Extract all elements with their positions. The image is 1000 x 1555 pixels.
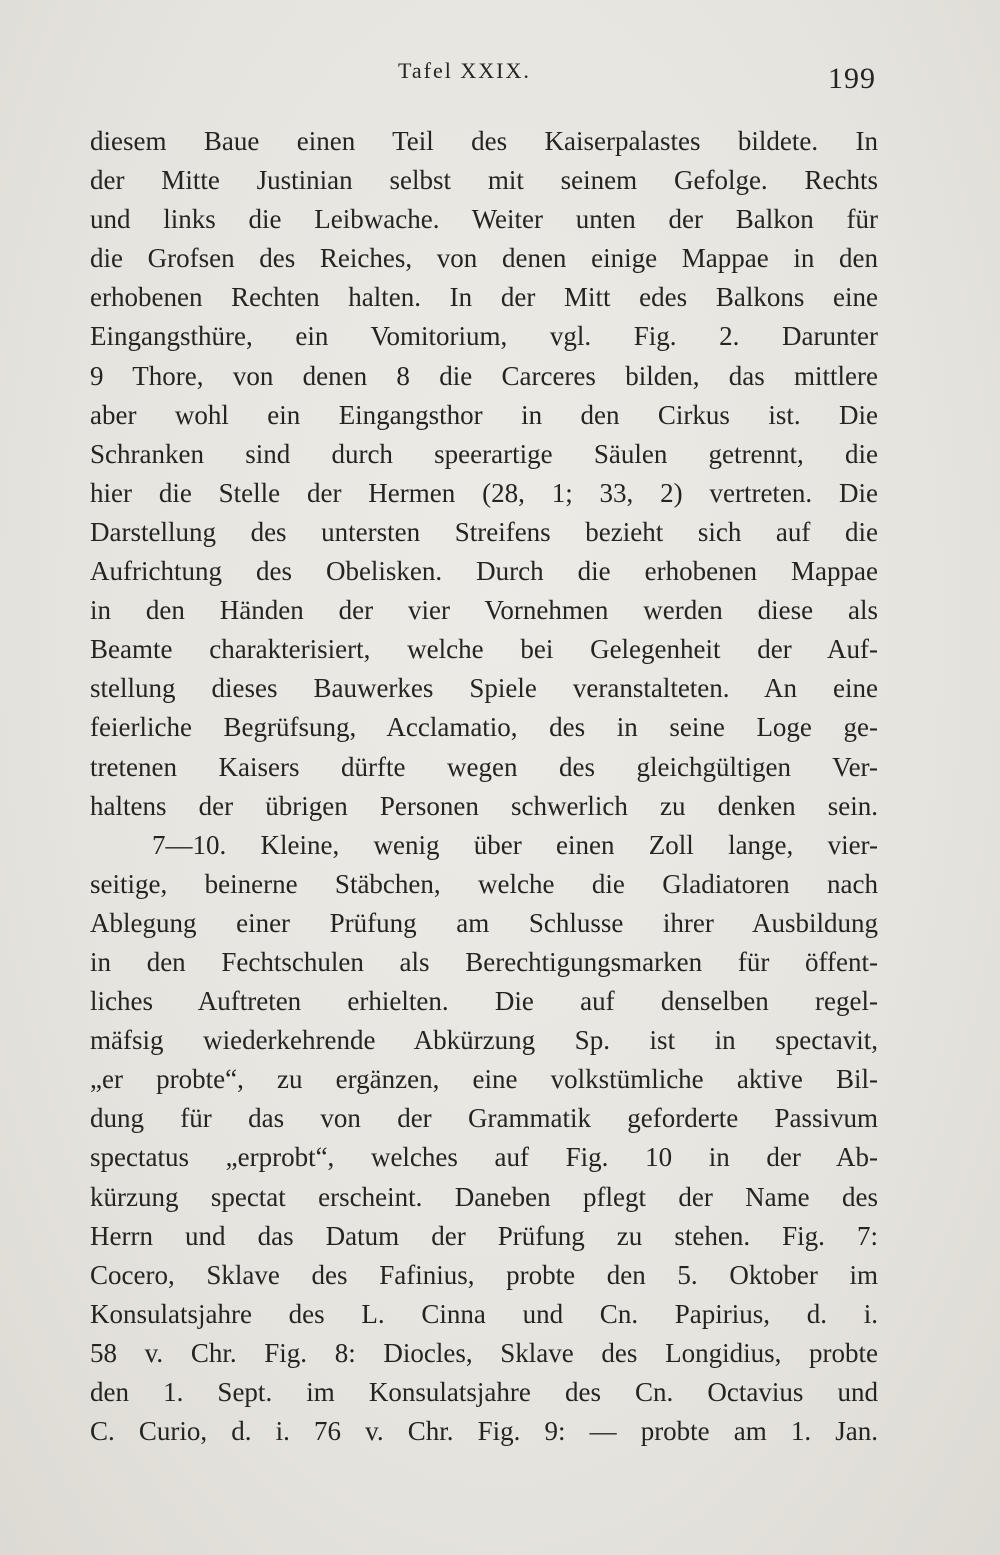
text-line: 58 v. Chr. Fig. 8: Diocles, Sklave des Longidius, probte bbox=[90, 1337, 878, 1368]
text-line: Konsulatsjahre des L. Cinna und Cn. Papirius, d. i. bbox=[90, 1298, 878, 1329]
text-line: erhobenen Rechten halten. In der Mitt edes Balkons eine bbox=[90, 282, 878, 313]
text-line: der Mitte Justinian selbst mit seinem Gefolge. Rechts bbox=[90, 165, 878, 196]
text-line: und links die Leibwache. Weiter unten der Balkon für bbox=[90, 204, 878, 235]
text-line: dung für das von der Grammatik geforderte Passivum bbox=[90, 1103, 878, 1134]
text-line-section-start: 7—10. Kleine, wenig über einen Zoll lange, vier- bbox=[152, 829, 878, 860]
text-line: in den Händen der vier Vornehmen werden diese als bbox=[90, 595, 878, 626]
text-line: Eingangsthüre, ein Vomitorium, vgl. Fig. 2. Darunter bbox=[90, 321, 878, 352]
text-line: 9 Thore, von denen 8 die Carceres bilden, das mittlere bbox=[90, 360, 878, 391]
text-line: Cocero, Sklave des Fafinius, probte den 5. Oktober im bbox=[90, 1259, 878, 1290]
page-number: 199 bbox=[828, 62, 876, 95]
text-line: Beamte charakterisiert, welche bei Gelegenheit der Auf- bbox=[90, 634, 878, 665]
text-line: haltens der übrigen Personen schwerlich zu denken sein. bbox=[90, 790, 878, 821]
plate-title: Tafel XXIX. bbox=[398, 58, 531, 83]
text-line: in den Fechtschulen als Berechtigungsmarken für öffent- bbox=[90, 946, 878, 977]
text-line: Herrn und das Datum der Prüfung zu stehen. Fig. 7: bbox=[90, 1220, 878, 1251]
text-line: hier die Stelle der Hermen (28, 1; 33, 2) vertreten. Die bbox=[90, 477, 878, 508]
text-line: C. Curio, d. i. 76 v. Chr. Fig. 9: — probte am 1. Jan. bbox=[90, 1416, 878, 1447]
text-line: diesem Baue einen Teil des Kaiserpalastes bildete. In bbox=[90, 126, 878, 156]
text-line: Schranken sind durch speerartige Säulen getrennt, die bbox=[90, 438, 878, 469]
text-line: liches Auftreten erhielten. Die auf denselben regel- bbox=[90, 986, 878, 1017]
text-line: kürzung spectat erscheint. Daneben pflegt der Name des bbox=[90, 1181, 878, 1212]
running-head bbox=[0, 58, 1000, 95]
text-line: stellung dieses Bauwerkes Spiele veranstalteten. An eine bbox=[90, 673, 878, 704]
body-text bbox=[90, 122, 878, 1451]
text-line: tretenen Kaisers dürfte wegen des gleichgültigen Ver- bbox=[90, 751, 878, 782]
text-line: spectatus „erprobt“, welches auf Fig. 10 in der Ab- bbox=[90, 1142, 878, 1173]
text-line: den 1. Sept. im Konsulatsjahre des Cn. Octavius und bbox=[90, 1377, 878, 1407]
text-line: Aufrichtung des Obelisken. Durch die erhobenen Mappae bbox=[90, 556, 878, 587]
text-line: Darstellung des untersten Streifens bezieht sich auf die bbox=[90, 516, 878, 547]
text-line: aber wohl ein Eingangsthor in den Cirkus ist. Die bbox=[90, 399, 878, 430]
text-line: die Grofsen des Reiches, von denen einige Mappae in den bbox=[90, 243, 878, 274]
text-line: seitige, beinerne Stäbchen, welche die Gladiatoren nach bbox=[90, 868, 878, 899]
text-line: Ablegung einer Prüfung am Schlusse ihrer Ausbildung bbox=[90, 907, 878, 938]
text-line: feierliche Begrüfsung, Acclamatio, des in seine Loge ge- bbox=[90, 712, 878, 743]
text-line: „er probte“, zu ergänzen, eine volkstümliche aktive Bil- bbox=[90, 1064, 878, 1095]
text-line: mäfsig wiederkehrende Abkürzung Sp. ist in spectavit, bbox=[90, 1025, 878, 1056]
